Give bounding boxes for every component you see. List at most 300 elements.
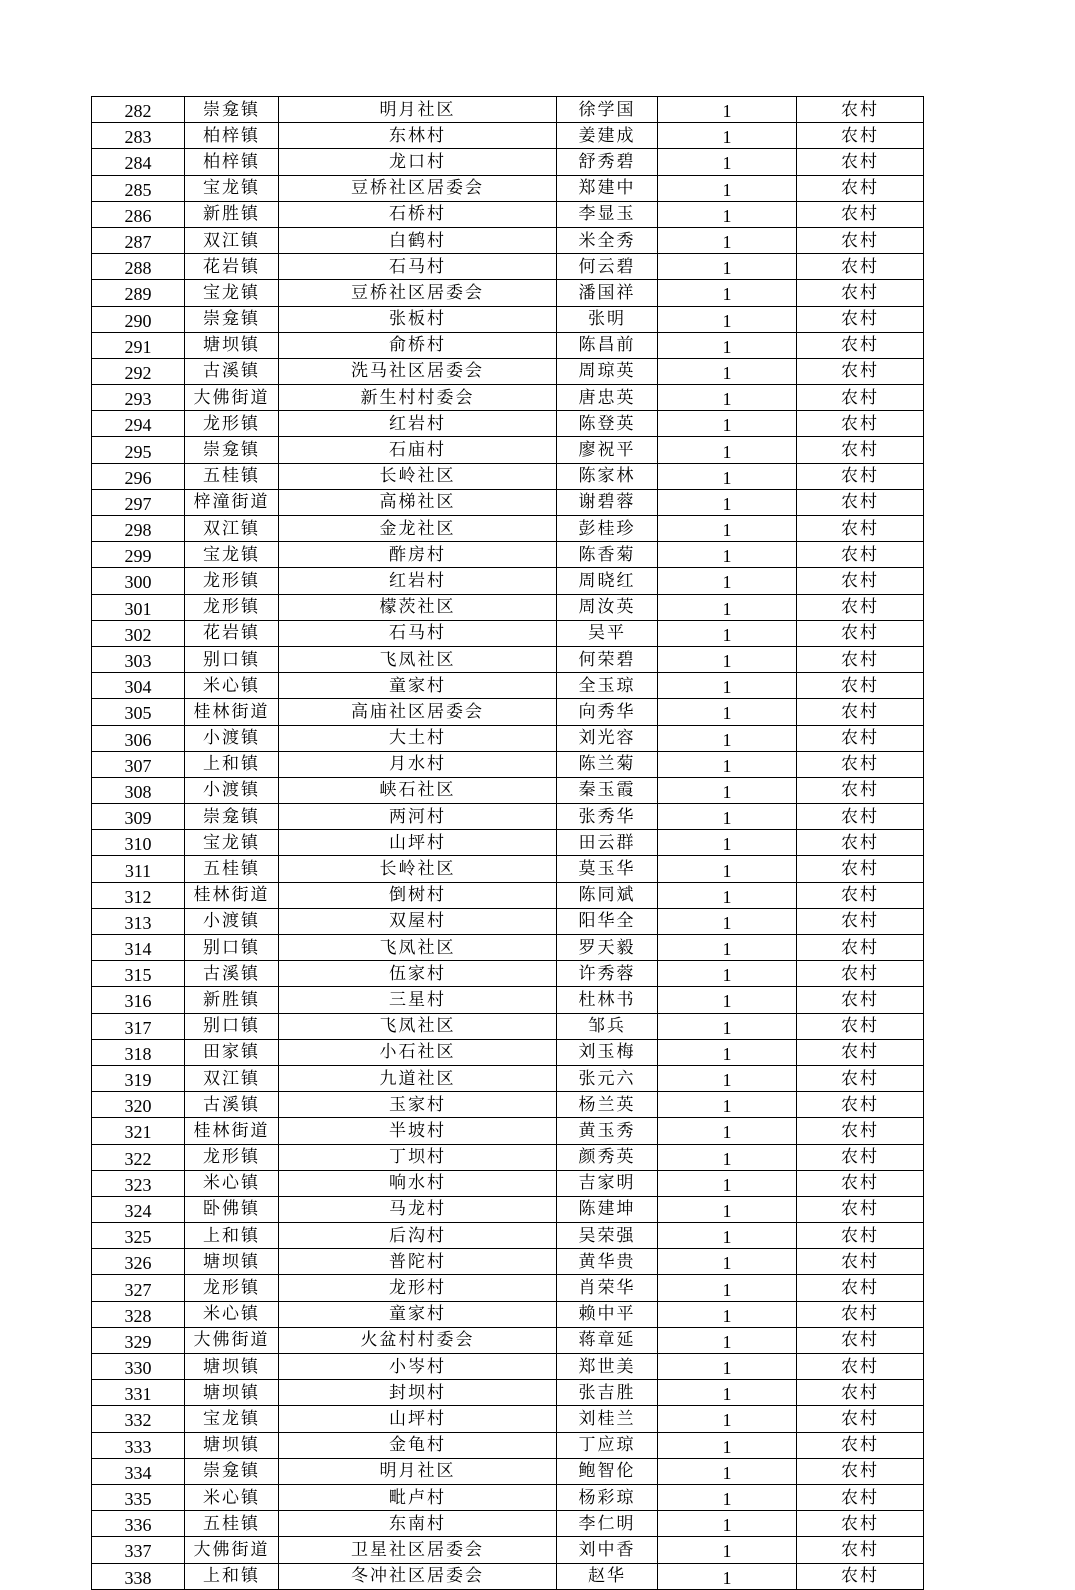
cell-count: 1 — [658, 1354, 797, 1380]
cell-name: 邹兵 — [557, 1013, 658, 1039]
cell-type: 农村 — [797, 1511, 924, 1537]
cell-type: 农村 — [797, 961, 924, 987]
cell-town: 花岩镇 — [185, 254, 279, 280]
table-row — [92, 908, 924, 934]
cell-no: 315 — [92, 961, 185, 987]
cell-name: 周晓红 — [557, 568, 658, 594]
cell-town: 新胜镇 — [185, 201, 279, 227]
cell-no: 306 — [92, 725, 185, 751]
table-row — [92, 1144, 924, 1170]
cell-village: 伍家村 — [279, 961, 557, 987]
cell-town: 柏梓镇 — [185, 149, 279, 175]
cell-town: 龙形镇 — [185, 1144, 279, 1170]
cell-village: 石马村 — [279, 620, 557, 646]
cell-town: 塘坝镇 — [185, 1380, 279, 1406]
cell-type: 农村 — [797, 149, 924, 175]
cell-village: 山坪村 — [279, 830, 557, 856]
cell-no: 298 — [92, 516, 185, 542]
table-row — [92, 201, 924, 227]
cell-count: 1 — [658, 332, 797, 358]
cell-town: 宝龙镇 — [185, 542, 279, 568]
cell-count: 1 — [658, 358, 797, 384]
cell-name: 陈兰菊 — [557, 751, 658, 777]
cell-name: 何云碧 — [557, 254, 658, 280]
table-row — [92, 1092, 924, 1118]
cell-town: 花岩镇 — [185, 620, 279, 646]
cell-count: 1 — [658, 463, 797, 489]
cell-village: 明月社区 — [279, 1458, 557, 1484]
cell-name: 何荣碧 — [557, 646, 658, 672]
cell-town: 崇龛镇 — [185, 1458, 279, 1484]
table-row — [92, 1065, 924, 1091]
cell-town: 桂林街道 — [185, 882, 279, 908]
cell-town: 大佛街道 — [185, 1327, 279, 1353]
table-row — [92, 1406, 924, 1432]
cell-village: 酢房村 — [279, 542, 557, 568]
table-row — [92, 1118, 924, 1144]
cell-no: 326 — [92, 1249, 185, 1275]
cell-town: 崇龛镇 — [185, 97, 279, 123]
cell-count: 1 — [658, 568, 797, 594]
cell-no: 283 — [92, 123, 185, 149]
cell-town: 宝龙镇 — [185, 1406, 279, 1432]
table-row — [92, 777, 924, 803]
cell-no: 292 — [92, 358, 185, 384]
table-row — [92, 227, 924, 253]
cell-village: 玉家村 — [279, 1092, 557, 1118]
cell-name: 肖荣华 — [557, 1275, 658, 1301]
cell-village: 双屋村 — [279, 908, 557, 934]
cell-town: 塘坝镇 — [185, 1432, 279, 1458]
cell-count: 1 — [658, 1563, 797, 1589]
cell-count: 1 — [658, 254, 797, 280]
cell-count: 1 — [658, 1432, 797, 1458]
cell-town: 大佛街道 — [185, 1537, 279, 1563]
cell-no: 310 — [92, 830, 185, 856]
cell-count: 1 — [658, 1092, 797, 1118]
cell-name: 蒋章延 — [557, 1327, 658, 1353]
table-row — [92, 358, 924, 384]
cell-count: 1 — [658, 385, 797, 411]
cell-count: 1 — [658, 856, 797, 882]
cell-village: 飞凤社区 — [279, 1013, 557, 1039]
cell-no: 284 — [92, 149, 185, 175]
table-row — [92, 463, 924, 489]
cell-village: 月水村 — [279, 751, 557, 777]
cell-no: 316 — [92, 987, 185, 1013]
table-row — [92, 437, 924, 463]
cell-no: 330 — [92, 1354, 185, 1380]
cell-village: 石马村 — [279, 254, 557, 280]
table-row — [92, 1484, 924, 1510]
cell-count: 1 — [658, 437, 797, 463]
cell-no: 307 — [92, 751, 185, 777]
cell-no: 334 — [92, 1458, 185, 1484]
cell-type: 农村 — [797, 227, 924, 253]
cell-name: 张秀华 — [557, 804, 658, 830]
cell-no: 304 — [92, 673, 185, 699]
table-row — [92, 725, 924, 751]
cell-count: 1 — [658, 1223, 797, 1249]
cell-no: 329 — [92, 1327, 185, 1353]
cell-count: 1 — [658, 1196, 797, 1222]
cell-name: 唐忠英 — [557, 385, 658, 411]
cell-town: 龙形镇 — [185, 568, 279, 594]
cell-type: 农村 — [797, 542, 924, 568]
cell-count: 1 — [658, 1249, 797, 1275]
cell-name: 陈建坤 — [557, 1196, 658, 1222]
cell-name: 张明 — [557, 306, 658, 332]
cell-village: 红岩村 — [279, 411, 557, 437]
cell-type: 农村 — [797, 1563, 924, 1589]
cell-type: 农村 — [797, 437, 924, 463]
cell-name: 吉家明 — [557, 1170, 658, 1196]
cell-type: 农村 — [797, 725, 924, 751]
cell-type: 农村 — [797, 987, 924, 1013]
cell-name: 黄华贵 — [557, 1249, 658, 1275]
cell-town: 小渡镇 — [185, 908, 279, 934]
table-row — [92, 385, 924, 411]
cell-name: 徐学国 — [557, 97, 658, 123]
table-row — [92, 1537, 924, 1563]
cell-town: 龙形镇 — [185, 411, 279, 437]
cell-no: 338 — [92, 1563, 185, 1589]
cell-type: 农村 — [797, 1537, 924, 1563]
cell-type: 农村 — [797, 1039, 924, 1065]
cell-village: 东林村 — [279, 123, 557, 149]
cell-count: 1 — [658, 804, 797, 830]
cell-name: 刘光容 — [557, 725, 658, 751]
cell-no: 295 — [92, 437, 185, 463]
table-row — [92, 961, 924, 987]
table-row — [92, 97, 924, 123]
table-row — [92, 1327, 924, 1353]
cell-count: 1 — [658, 594, 797, 620]
cell-type: 农村 — [797, 1223, 924, 1249]
cell-count: 1 — [658, 673, 797, 699]
cell-town: 五桂镇 — [185, 1511, 279, 1537]
cell-type: 农村 — [797, 175, 924, 201]
table-row — [92, 804, 924, 830]
cell-town: 上和镇 — [185, 1563, 279, 1589]
cell-type: 农村 — [797, 1406, 924, 1432]
cell-name: 赖中平 — [557, 1301, 658, 1327]
cell-name: 许秀蓉 — [557, 961, 658, 987]
table-row — [92, 1301, 924, 1327]
cell-name: 陈香菊 — [557, 542, 658, 568]
cell-count: 1 — [658, 882, 797, 908]
cell-village: 豆桥社区居委会 — [279, 280, 557, 306]
cell-town: 别口镇 — [185, 935, 279, 961]
cell-no: 324 — [92, 1196, 185, 1222]
table-row — [92, 542, 924, 568]
cell-no: 337 — [92, 1537, 185, 1563]
cell-name: 李仁明 — [557, 1511, 658, 1537]
cell-count: 1 — [658, 1406, 797, 1432]
cell-type: 农村 — [797, 358, 924, 384]
cell-village: 童家村 — [279, 1301, 557, 1327]
cell-name: 吴平 — [557, 620, 658, 646]
cell-village: 小岑村 — [279, 1354, 557, 1380]
cell-name: 张吉胜 — [557, 1380, 658, 1406]
cell-name: 向秀华 — [557, 699, 658, 725]
cell-village: 山坪村 — [279, 1406, 557, 1432]
cell-count: 1 — [658, 1327, 797, 1353]
cell-count: 1 — [658, 1039, 797, 1065]
table-row — [92, 1275, 924, 1301]
cell-town: 别口镇 — [185, 1013, 279, 1039]
cell-name: 周琼英 — [557, 358, 658, 384]
table-row — [92, 123, 924, 149]
cell-count: 1 — [658, 1170, 797, 1196]
cell-town: 新胜镇 — [185, 987, 279, 1013]
cell-type: 农村 — [797, 594, 924, 620]
cell-name: 吴荣强 — [557, 1223, 658, 1249]
cell-name: 谢碧蓉 — [557, 489, 658, 515]
cell-type: 农村 — [797, 1275, 924, 1301]
cell-type: 农村 — [797, 804, 924, 830]
table-row — [92, 175, 924, 201]
table-row — [92, 1432, 924, 1458]
cell-count: 1 — [658, 1065, 797, 1091]
cell-village: 两河村 — [279, 804, 557, 830]
cell-name: 郑建中 — [557, 175, 658, 201]
cell-village: 冬冲社区居委会 — [279, 1563, 557, 1589]
cell-no: 313 — [92, 908, 185, 934]
cell-town: 宝龙镇 — [185, 830, 279, 856]
cell-count: 1 — [658, 620, 797, 646]
cell-town: 宝龙镇 — [185, 280, 279, 306]
table-body — [92, 97, 924, 1590]
cell-town: 双江镇 — [185, 1065, 279, 1091]
cell-village: 峡石社区 — [279, 777, 557, 803]
cell-name: 陈家林 — [557, 463, 658, 489]
table-row — [92, 1354, 924, 1380]
data-table — [91, 96, 924, 1590]
cell-name: 郑世美 — [557, 1354, 658, 1380]
table-row — [92, 280, 924, 306]
cell-name: 莫玉华 — [557, 856, 658, 882]
cell-village: 三星村 — [279, 987, 557, 1013]
cell-type: 农村 — [797, 1196, 924, 1222]
cell-village: 高梯社区 — [279, 489, 557, 515]
table-row — [92, 1563, 924, 1589]
cell-town: 双江镇 — [185, 516, 279, 542]
cell-no: 305 — [92, 699, 185, 725]
cell-count: 1 — [658, 280, 797, 306]
cell-no: 319 — [92, 1065, 185, 1091]
cell-town: 米心镇 — [185, 1170, 279, 1196]
cell-village: 豆桥社区居委会 — [279, 175, 557, 201]
table-row — [92, 751, 924, 777]
cell-town: 塘坝镇 — [185, 332, 279, 358]
cell-no: 296 — [92, 463, 185, 489]
cell-village: 响水村 — [279, 1170, 557, 1196]
cell-no: 301 — [92, 594, 185, 620]
cell-count: 1 — [658, 227, 797, 253]
cell-no: 327 — [92, 1275, 185, 1301]
table-row — [92, 568, 924, 594]
cell-name: 秦玉霞 — [557, 777, 658, 803]
cell-no: 336 — [92, 1511, 185, 1537]
cell-no: 333 — [92, 1432, 185, 1458]
cell-type: 农村 — [797, 908, 924, 934]
cell-no: 291 — [92, 332, 185, 358]
cell-town: 桂林街道 — [185, 1118, 279, 1144]
cell-town: 古溪镇 — [185, 1092, 279, 1118]
cell-type: 农村 — [797, 830, 924, 856]
cell-village: 丁坝村 — [279, 1144, 557, 1170]
cell-village: 石桥村 — [279, 201, 557, 227]
cell-no: 331 — [92, 1380, 185, 1406]
cell-name: 陈昌前 — [557, 332, 658, 358]
cell-town: 上和镇 — [185, 751, 279, 777]
cell-type: 农村 — [797, 856, 924, 882]
cell-town: 塘坝镇 — [185, 1249, 279, 1275]
cell-name: 罗天毅 — [557, 935, 658, 961]
table-row — [92, 1249, 924, 1275]
cell-type: 农村 — [797, 1354, 924, 1380]
cell-count: 1 — [658, 646, 797, 672]
cell-name: 刘桂兰 — [557, 1406, 658, 1432]
cell-count: 1 — [658, 777, 797, 803]
cell-no: 312 — [92, 882, 185, 908]
cell-count: 1 — [658, 830, 797, 856]
cell-no: 299 — [92, 542, 185, 568]
cell-count: 1 — [658, 1013, 797, 1039]
cell-type: 农村 — [797, 385, 924, 411]
cell-name: 鲍智伦 — [557, 1458, 658, 1484]
cell-name: 张元六 — [557, 1065, 658, 1091]
cell-type: 农村 — [797, 123, 924, 149]
cell-town: 宝龙镇 — [185, 175, 279, 201]
cell-name: 丁应琼 — [557, 1432, 658, 1458]
cell-village: 金龙社区 — [279, 516, 557, 542]
cell-no: 300 — [92, 568, 185, 594]
cell-town: 古溪镇 — [185, 961, 279, 987]
cell-count: 1 — [658, 1118, 797, 1144]
cell-type: 农村 — [797, 1170, 924, 1196]
cell-count: 1 — [658, 1380, 797, 1406]
cell-village: 倒树村 — [279, 882, 557, 908]
cell-type: 农村 — [797, 280, 924, 306]
cell-town: 梓潼街道 — [185, 489, 279, 515]
cell-no: 311 — [92, 856, 185, 882]
table-row — [92, 306, 924, 332]
cell-town: 龙形镇 — [185, 594, 279, 620]
cell-village: 火盆村村委会 — [279, 1327, 557, 1353]
cell-type: 农村 — [797, 489, 924, 515]
cell-village: 龙形村 — [279, 1275, 557, 1301]
table-row — [92, 1380, 924, 1406]
cell-type: 农村 — [797, 777, 924, 803]
cell-village: 高庙社区居委会 — [279, 699, 557, 725]
cell-type: 农村 — [797, 201, 924, 227]
cell-village: 洗马社区居委会 — [279, 358, 557, 384]
cell-type: 农村 — [797, 1380, 924, 1406]
cell-name: 杨兰英 — [557, 1092, 658, 1118]
cell-type: 农村 — [797, 568, 924, 594]
cell-name: 赵华 — [557, 1563, 658, 1589]
cell-name: 姜建成 — [557, 123, 658, 149]
table-row — [92, 1511, 924, 1537]
table-row — [92, 856, 924, 882]
cell-village: 新生村村委会 — [279, 385, 557, 411]
cell-type: 农村 — [797, 1458, 924, 1484]
cell-type: 农村 — [797, 306, 924, 332]
cell-count: 1 — [658, 699, 797, 725]
cell-count: 1 — [658, 411, 797, 437]
cell-no: 282 — [92, 97, 185, 123]
table-row — [92, 882, 924, 908]
cell-count: 1 — [658, 1275, 797, 1301]
cell-type: 农村 — [797, 699, 924, 725]
table-row — [92, 646, 924, 672]
cell-name: 田云群 — [557, 830, 658, 856]
cell-name: 黄玉秀 — [557, 1118, 658, 1144]
cell-name: 刘玉梅 — [557, 1039, 658, 1065]
cell-no: 287 — [92, 227, 185, 253]
cell-village: 马龙村 — [279, 1196, 557, 1222]
table-row — [92, 254, 924, 280]
cell-type: 农村 — [797, 1144, 924, 1170]
cell-no: 332 — [92, 1406, 185, 1432]
cell-type: 农村 — [797, 254, 924, 280]
cell-name: 彭桂珍 — [557, 516, 658, 542]
cell-count: 1 — [658, 1484, 797, 1510]
cell-count: 1 — [658, 175, 797, 201]
cell-no: 325 — [92, 1223, 185, 1249]
cell-town: 柏梓镇 — [185, 123, 279, 149]
cell-town: 小渡镇 — [185, 725, 279, 751]
cell-no: 328 — [92, 1301, 185, 1327]
cell-type: 农村 — [797, 411, 924, 437]
cell-town: 米心镇 — [185, 1301, 279, 1327]
cell-town: 古溪镇 — [185, 358, 279, 384]
cell-no: 320 — [92, 1092, 185, 1118]
table-row — [92, 1013, 924, 1039]
cell-village: 飞凤社区 — [279, 646, 557, 672]
cell-type: 农村 — [797, 1484, 924, 1510]
cell-village: 红岩村 — [279, 568, 557, 594]
table-row — [92, 1170, 924, 1196]
cell-town: 桂林街道 — [185, 699, 279, 725]
cell-type: 农村 — [797, 1432, 924, 1458]
cell-village: 半坡村 — [279, 1118, 557, 1144]
cell-village: 金龟村 — [279, 1432, 557, 1458]
cell-village: 檬茨社区 — [279, 594, 557, 620]
cell-count: 1 — [658, 1301, 797, 1327]
table-row — [92, 332, 924, 358]
cell-type: 农村 — [797, 332, 924, 358]
cell-count: 1 — [658, 1458, 797, 1484]
cell-town: 崇龛镇 — [185, 437, 279, 463]
cell-village: 后沟村 — [279, 1223, 557, 1249]
cell-type: 农村 — [797, 751, 924, 777]
cell-count: 1 — [658, 1511, 797, 1537]
cell-village: 小石社区 — [279, 1039, 557, 1065]
cell-type: 农村 — [797, 1118, 924, 1144]
cell-type: 农村 — [797, 620, 924, 646]
cell-name: 米全秀 — [557, 227, 658, 253]
cell-town: 卧佛镇 — [185, 1196, 279, 1222]
cell-town: 塘坝镇 — [185, 1354, 279, 1380]
cell-count: 1 — [658, 489, 797, 515]
cell-no: 303 — [92, 646, 185, 672]
cell-no: 322 — [92, 1144, 185, 1170]
cell-village: 长岭社区 — [279, 463, 557, 489]
cell-no: 297 — [92, 489, 185, 515]
